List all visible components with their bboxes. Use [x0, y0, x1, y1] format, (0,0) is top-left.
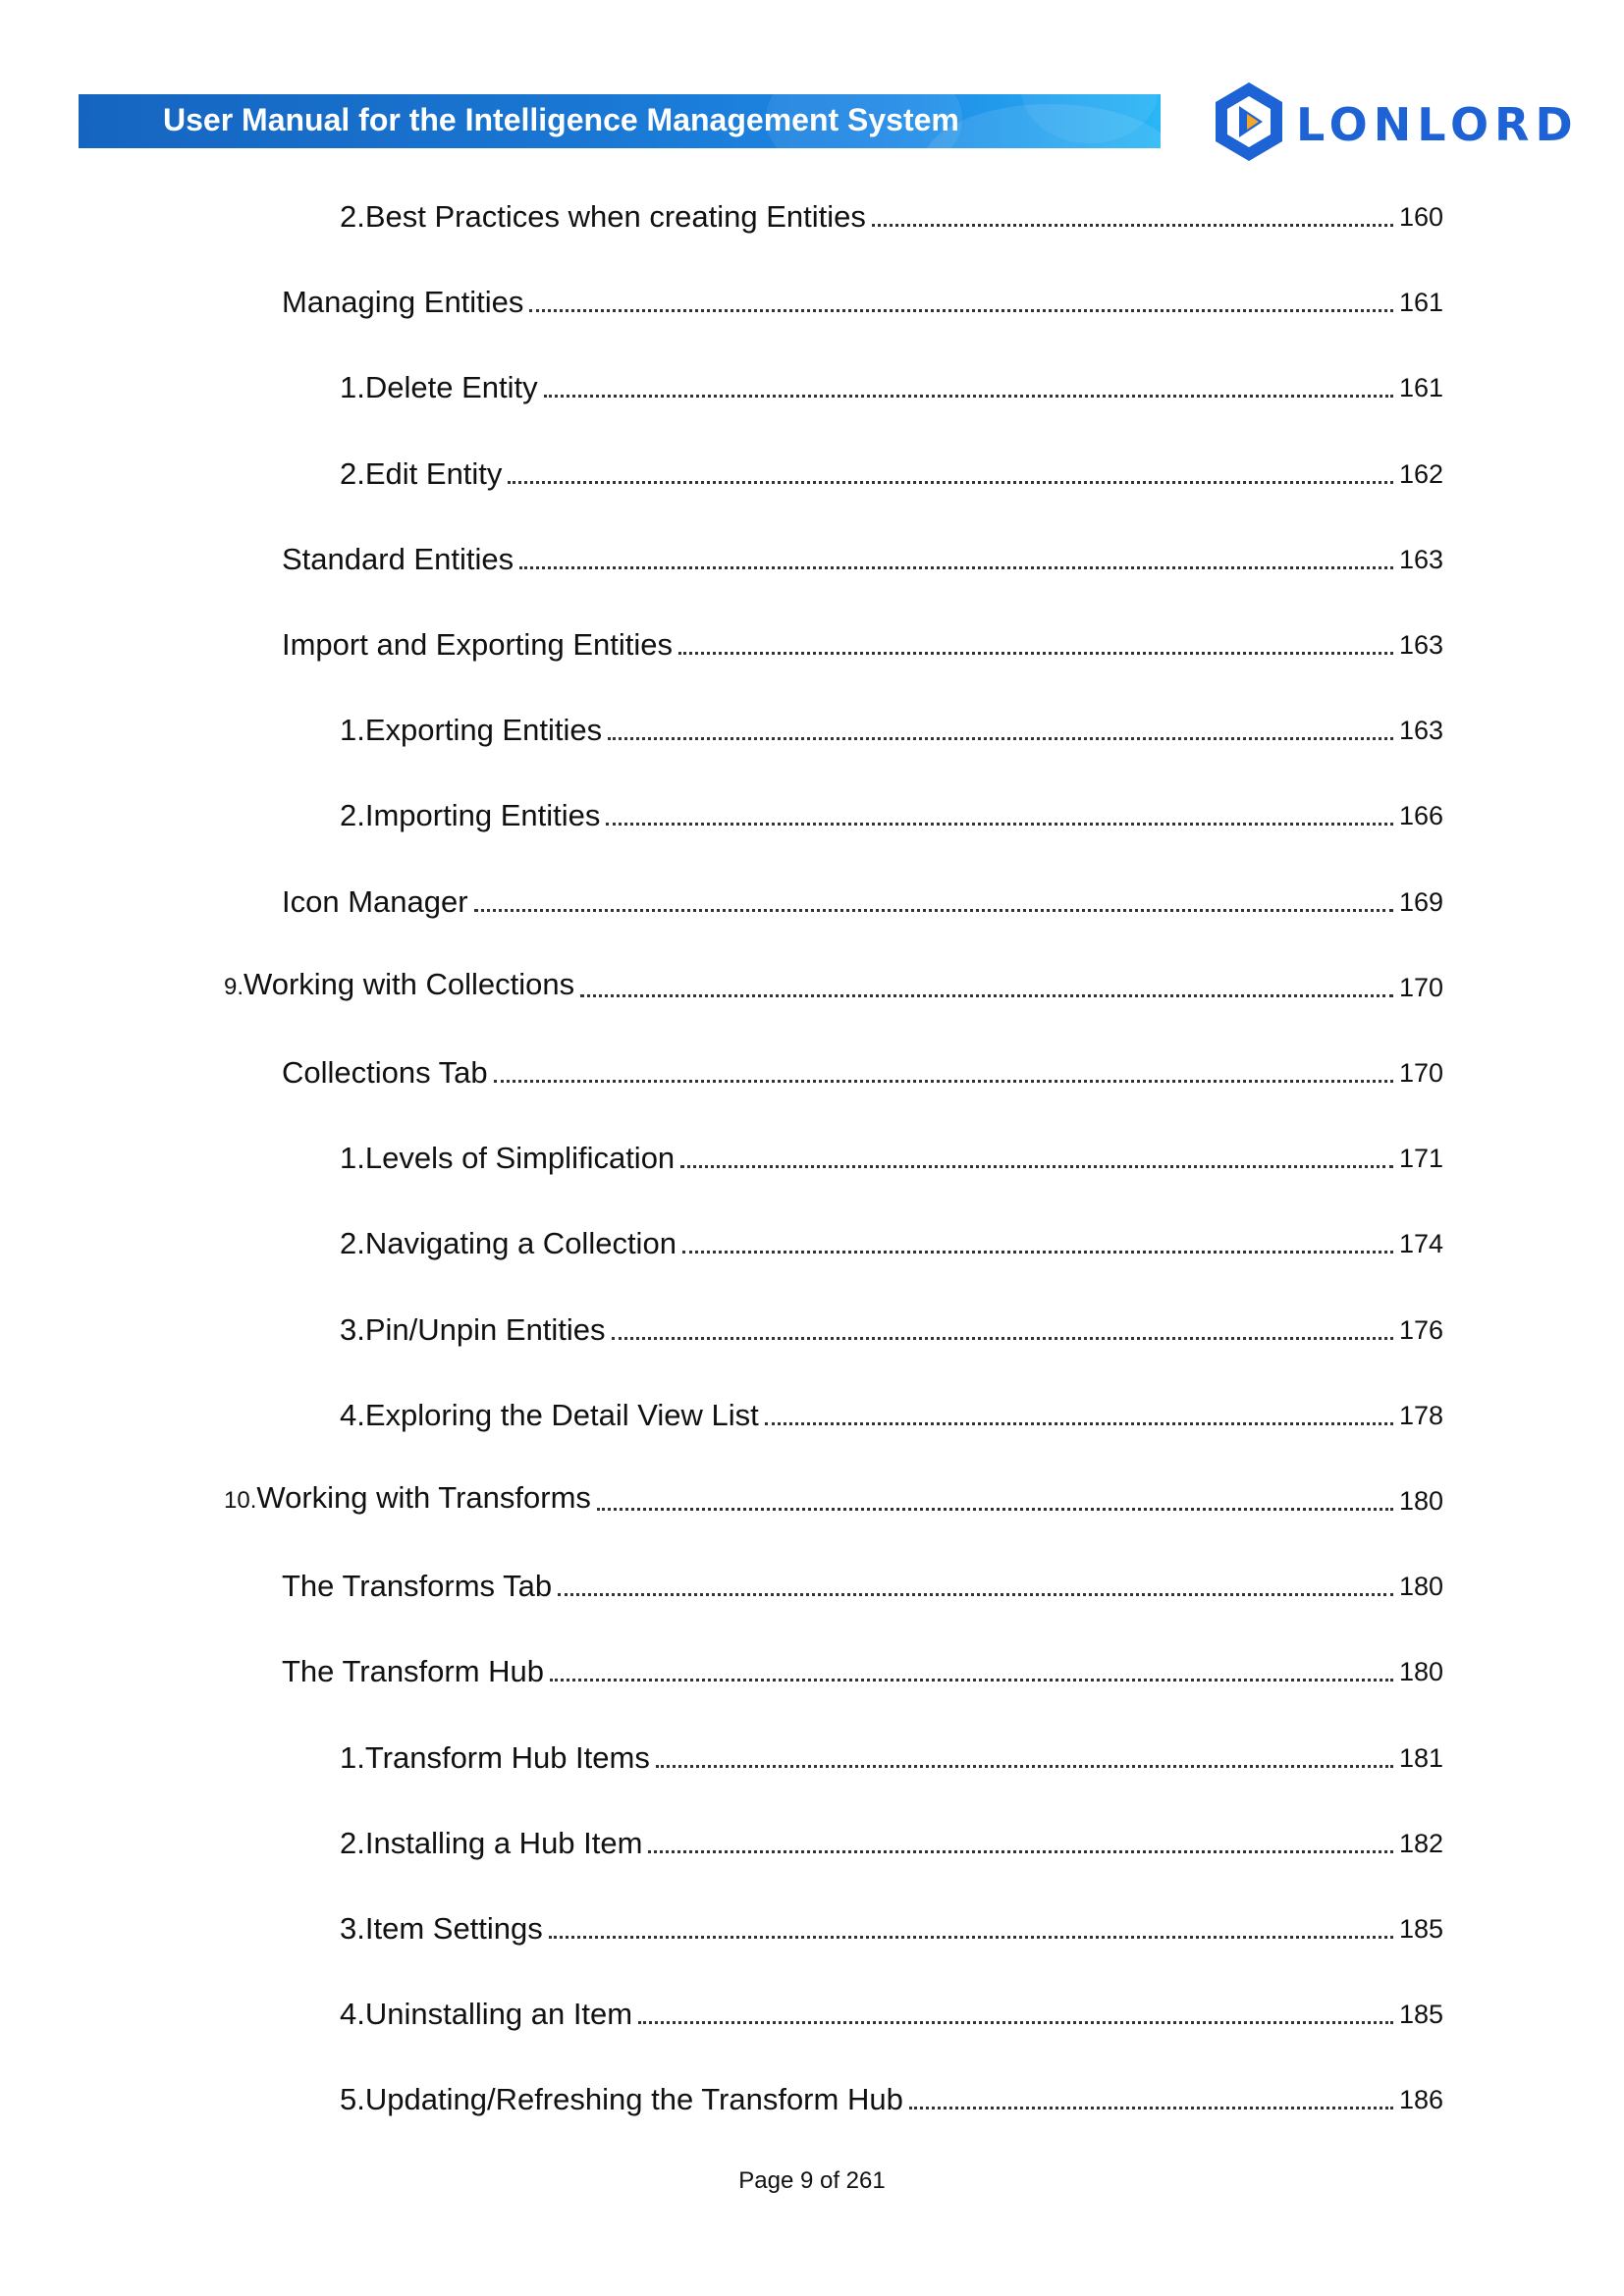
- toc-entry-title: [340, 1311, 606, 1349]
- toc-entry-title: [282, 284, 523, 321]
- toc-entry-number: 4.: [340, 1997, 365, 2031]
- toc-page-number: 185: [1398, 2000, 1443, 2029]
- toc-page-number: 186: [1398, 2085, 1443, 2114]
- toc-page-number: 163: [1398, 630, 1443, 660]
- toc-entry-text: Pin/Unpin Entities: [364, 1312, 606, 1347]
- toc-entry[interactable]: [282, 881, 1443, 921]
- toc-entry-title: [340, 2081, 903, 2118]
- toc-entry-number: 4.: [340, 1398, 365, 1432]
- dot-leader: [580, 994, 1393, 997]
- dot-leader: [508, 481, 1393, 484]
- toc-entry-title: [340, 455, 502, 493]
- dot-leader: [606, 823, 1393, 826]
- toc-entry-number: 1.: [340, 1141, 365, 1175]
- toc-entry[interactable]: [340, 196, 1443, 236]
- toc-entry-text: Standard Entities: [282, 542, 514, 576]
- toc-entry-number: 1.: [340, 370, 365, 404]
- toc-entry-title: [340, 1910, 543, 1948]
- dot-leader: [549, 1936, 1393, 1939]
- toc-entry-number: 2.: [340, 1826, 365, 1860]
- toc-entry-title: [282, 1653, 544, 1690]
- toc-entry-title: [340, 1825, 642, 1862]
- toc-page-number: 161: [1398, 373, 1443, 402]
- toc-entry-text: Updating/Refreshing the Transform Hub: [364, 2082, 903, 2116]
- dot-leader: [597, 1508, 1393, 1511]
- dot-leader: [872, 224, 1393, 227]
- toc-entry-number: 10.: [224, 1487, 257, 1514]
- toc-page-number: 161: [1398, 288, 1443, 317]
- toc-page-number: 176: [1398, 1315, 1443, 1345]
- toc-entry[interactable]: [340, 367, 1443, 406]
- toc-entry-number: 2.: [340, 798, 365, 832]
- dot-leader: [656, 1765, 1393, 1768]
- toc-entry-title: [340, 712, 602, 749]
- toc-entry[interactable]: [224, 967, 1443, 1006]
- toc-entry-title: [340, 369, 538, 406]
- toc-page-number: 163: [1398, 545, 1443, 574]
- page-number: Page 9 of 261: [738, 2167, 886, 2194]
- toc-entry-text: Working with Collections: [244, 967, 575, 1001]
- toc-entry-title: [340, 198, 866, 236]
- toc-entry[interactable]: [224, 1480, 1443, 1520]
- toc-entry-title: [340, 1225, 677, 1262]
- toc-entry-text: Delete Entity: [364, 370, 538, 404]
- logo-wordmark: LONLORD: [1296, 98, 1579, 151]
- toc-entry-text: Navigating a Collection: [364, 1226, 677, 1260]
- toc-entry[interactable]: [340, 2079, 1443, 2118]
- toc-page-number: 182: [1398, 1829, 1443, 1858]
- dot-leader: [529, 309, 1393, 312]
- toc-entry[interactable]: [340, 795, 1443, 834]
- toc-entry[interactable]: [340, 1908, 1443, 1948]
- document-title: User Manual for the Intelligence Management System: [163, 102, 959, 137]
- toc-entry[interactable]: [340, 710, 1443, 749]
- header-banner: [79, 94, 1161, 148]
- toc-entry[interactable]: [340, 1223, 1443, 1262]
- toc-entry-number: 3.: [340, 1911, 365, 1946]
- toc-entry-text: Best Practices when creating Entities: [364, 199, 866, 234]
- toc-entry-title: [340, 797, 600, 834]
- dot-leader: [638, 2021, 1393, 2024]
- toc-entry-text: Working with Transforms: [256, 1480, 591, 1515]
- toc-entry[interactable]: [340, 1737, 1443, 1777]
- toc-entry-text: Levels of Simplification: [364, 1141, 676, 1175]
- toc-entry-title: [282, 1568, 552, 1605]
- toc-page-number: 174: [1398, 1229, 1443, 1258]
- dot-leader: [494, 1080, 1393, 1083]
- toc-page-number: 180: [1398, 1486, 1443, 1516]
- toc-entry-title: [340, 1996, 632, 2033]
- toc-page-number: 169: [1398, 887, 1443, 917]
- toc-page-number: 170: [1398, 1058, 1443, 1088]
- toc-entry-number: 2.: [340, 199, 365, 234]
- toc-entry-text: Exploring the Detail View List: [364, 1398, 759, 1432]
- dot-leader: [680, 1165, 1393, 1168]
- toc-entry[interactable]: [340, 1395, 1443, 1434]
- dot-leader: [648, 1850, 1392, 1853]
- toc-entry[interactable]: [340, 454, 1443, 493]
- toc-entry[interactable]: [340, 1994, 1443, 2033]
- toc-entry[interactable]: [340, 1309, 1443, 1349]
- toc-entry-text: Collections Tab: [282, 1055, 488, 1090]
- toc-entry-text: Edit Entity: [364, 456, 503, 491]
- dot-leader: [765, 1422, 1393, 1425]
- toc-entry-text: Import and Exporting Entities: [282, 627, 674, 662]
- toc-entry-number: 2.: [340, 456, 365, 491]
- dot-leader: [519, 566, 1393, 569]
- toc-entry[interactable]: [282, 1052, 1443, 1092]
- toc-entry-title: [224, 966, 574, 1006]
- logo-hexagon-icon: [1214, 80, 1284, 163]
- toc-entry[interactable]: [282, 282, 1443, 321]
- toc-entry-text: The Transform Hub: [282, 1654, 545, 1688]
- toc-entry-text: Managing Entities: [282, 285, 524, 319]
- toc-entry-title: [224, 1479, 591, 1520]
- toc-page-number: 178: [1398, 1401, 1443, 1430]
- company-logo: [1214, 80, 1579, 163]
- dot-leader: [682, 1251, 1393, 1254]
- toc-entry-title: [340, 1397, 759, 1434]
- dot-leader: [909, 2107, 1393, 2109]
- toc-entry-title: [282, 626, 673, 664]
- toc-entry-title: [282, 1054, 488, 1092]
- toc-page-number: 170: [1398, 973, 1443, 1002]
- toc-entry-text: Item Settings: [364, 1911, 543, 1946]
- toc-entry[interactable]: [340, 1823, 1443, 1862]
- dot-leader: [474, 909, 1393, 912]
- dot-leader: [558, 1593, 1393, 1596]
- toc-page-number: 185: [1398, 1914, 1443, 1944]
- toc-entry-number: 5.: [340, 2082, 365, 2116]
- toc-entry-title: [340, 1739, 650, 1777]
- toc-entry-text: Transform Hub Items: [364, 1740, 650, 1775]
- toc-page-number: 171: [1398, 1144, 1443, 1173]
- toc-entry-number: 2.: [340, 1226, 365, 1260]
- toc-page-number: 180: [1398, 1657, 1443, 1686]
- toc-entry-text: Installing a Hub Item: [364, 1826, 643, 1860]
- toc-page-number: 162: [1398, 459, 1443, 489]
- toc-entry-text: Uninstalling an Item: [364, 1997, 633, 2031]
- toc-page-number: 160: [1398, 202, 1443, 232]
- toc-page-number: 180: [1398, 1572, 1443, 1601]
- toc-entry-number: 3.: [340, 1312, 365, 1347]
- toc-entry-text: Icon Manager: [282, 884, 468, 919]
- toc-entry-title: [340, 1140, 675, 1177]
- toc-entry-number: 1.: [340, 713, 365, 747]
- toc-entry-title: [282, 541, 514, 578]
- toc-entry-text: Exporting Entities: [364, 713, 603, 747]
- toc-entry[interactable]: [282, 1566, 1443, 1605]
- toc-entry[interactable]: [282, 539, 1443, 578]
- toc-entry-title: [282, 883, 468, 921]
- dot-leader: [550, 1679, 1393, 1682]
- toc-page-number: 166: [1398, 801, 1443, 830]
- toc-entry[interactable]: [282, 624, 1443, 664]
- dot-leader: [544, 395, 1393, 398]
- toc-entry[interactable]: [282, 1651, 1443, 1690]
- toc-page-number: 163: [1398, 716, 1443, 745]
- toc-entry-text: The Transforms Tab: [282, 1569, 553, 1603]
- dot-leader: [612, 1337, 1393, 1340]
- dot-leader: [678, 652, 1393, 655]
- dot-leader: [608, 737, 1393, 740]
- toc-entry-number: 9.: [224, 974, 244, 1000]
- toc-entry-number: 1.: [340, 1740, 365, 1775]
- toc-entry-text: Importing Entities: [364, 798, 601, 832]
- toc-page-number: 181: [1398, 1743, 1443, 1773]
- toc-entry[interactable]: [340, 1138, 1443, 1177]
